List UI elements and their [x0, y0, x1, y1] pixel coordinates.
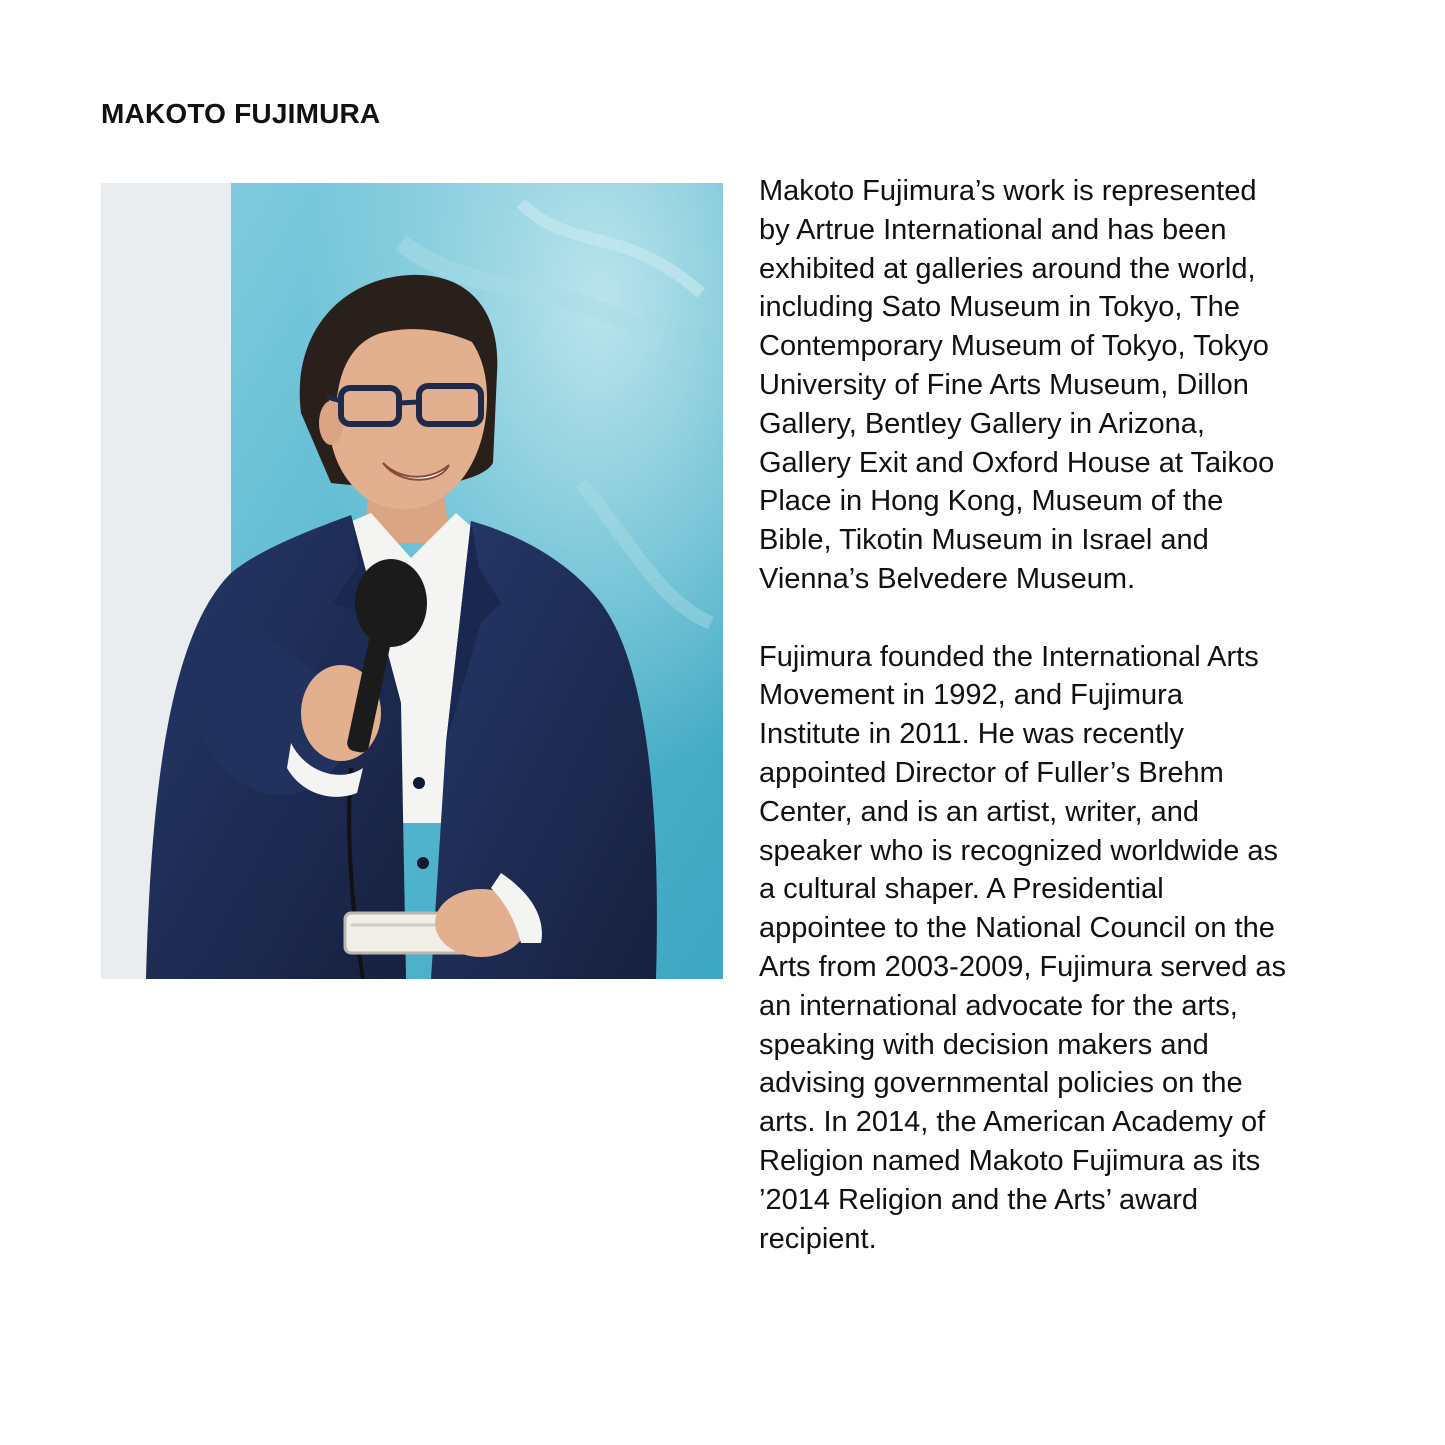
bio-line: Fujimura founded the International Arts — [759, 640, 1259, 673]
bio-line: Institute in 2011. He was recently — [759, 718, 1185, 751]
bio-line: a cultural shaper. A Presidential — [759, 873, 1164, 906]
paragraph-gap — [759, 599, 1359, 638]
portrait-photo — [101, 183, 723, 979]
bio-line: Place in Hong Kong, Museum of the — [759, 485, 1224, 518]
bio-line: speaking with decision makers and — [759, 1028, 1209, 1061]
bio-line: Makoto Fujimura’s work is represented — [759, 175, 1257, 207]
bio-line: arts. In 2014, the American Academy of — [759, 1106, 1266, 1139]
bio-line: University of Fine Arts Museum, Dillon — [759, 368, 1249, 401]
bio-line: Arts from 2003-2009, Fujimura served as — [759, 950, 1287, 983]
bio-line: Vienna’s Belvedere Museum. — [759, 562, 1136, 595]
portrait-illustration — [101, 183, 723, 979]
bio-line: Religion named Makoto Fujimura as its — [759, 1144, 1261, 1177]
bio-line: Center, and is an artist, writer, and — [759, 795, 1200, 828]
bio-paragraph-1 — [759, 172, 1359, 599]
bio-paragraph-2 — [759, 638, 1359, 1259]
bio-line: advising governmental policies on the — [759, 1067, 1243, 1100]
bio-line: appointee to the National Council on the — [759, 912, 1275, 945]
bio-line: Gallery Exit and Oxford House at Taikoo — [759, 446, 1275, 479]
bio-line: speaker who is recognized worldwide as — [759, 834, 1279, 867]
bio-line: an international advocate for the arts, — [759, 989, 1238, 1022]
page-title: MAKOTO FUJIMURA — [101, 98, 381, 129]
bio-line: Movement in 1992, and Fujimura — [759, 679, 1183, 712]
bio-line: including Sato Museum in Tokyo, The — [759, 291, 1240, 324]
bio-line: by Artrue International and has been — [759, 213, 1227, 246]
bio-text — [759, 172, 1359, 1258]
bio-line: ’2014 Religion and the Arts’ award — [759, 1183, 1199, 1216]
bio-line: recipient. — [759, 1222, 877, 1255]
bio-line: appointed Director of Fuller’s Brehm — [759, 756, 1224, 789]
bio-line: exhibited at galleries around the world, — [759, 252, 1256, 285]
bio-line: Bible, Tikotin Museum in Israel and — [759, 524, 1209, 557]
bio-line: Contemporary Museum of Tokyo, Tokyo — [759, 330, 1269, 363]
bio-line: Gallery, Bentley Gallery in Arizona, — [759, 407, 1205, 440]
